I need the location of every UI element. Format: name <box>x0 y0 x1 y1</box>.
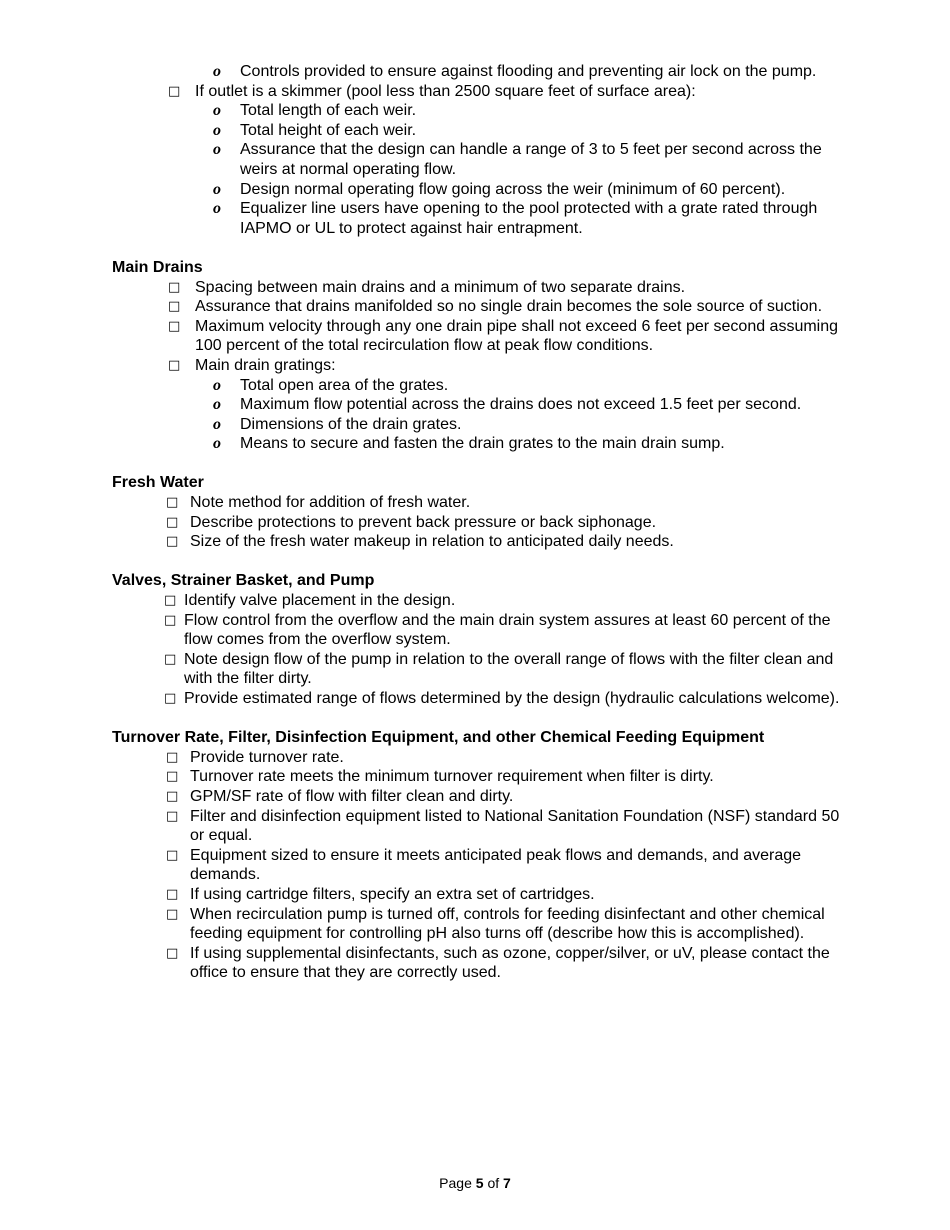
square-bullet-icon: □ <box>166 788 179 804</box>
square-bullet-icon: □ <box>164 612 177 628</box>
page-footer <box>0 1174 950 1194</box>
list-item: □ Flow control from the overflow and the main drain system assures at least 60 percent of the flow comes from the overflow system. <box>164 611 831 649</box>
of-word: of <box>487 1175 500 1191</box>
circle-bullet-icon: o <box>213 376 221 394</box>
circle-bullet-icon: o <box>213 396 221 414</box>
section-heading-valves: Valves, Strainer Basket, and Pump <box>112 572 375 590</box>
list-item: □ Equipment sized to ensure it meets anticipated peak flows and demands, and average demands. <box>166 846 802 884</box>
list-item: □ Note design flow of the pump in relation to the overall range of flows with the filter clean and with the filter dirty. <box>164 650 834 688</box>
square-bullet-icon: □ <box>164 593 177 609</box>
list-item: □ Describe protections to prevent back pressure or back siphonage. <box>166 513 657 531</box>
list-item: □ If outlet is a skimmer (pool less than 2500 square feet of surface area): <box>168 82 696 100</box>
square-bullet-icon: □ <box>166 906 179 922</box>
list-item: o Controls provided to ensure against flooding and preventing air lock on the pump. <box>213 63 817 80</box>
square-bullet-icon: □ <box>166 495 179 511</box>
page-word: Page <box>439 1175 472 1191</box>
list-item: o Total height of each weir. <box>213 121 417 139</box>
list-item: o Maximum flow potential across the drains does not exceed 1.5 feet per second. <box>213 396 802 414</box>
skimmer-pre-list <box>112 62 842 82</box>
list-item: □ When recirculation pump is turned off, controls for feeding disinfectant and other chemical feeding equipment for controlling pH also turns off (describe how this is accomplished). <box>166 905 825 943</box>
list-item: o Design normal operating flow going across the weir (minimum of 60 percent). <box>213 180 786 198</box>
list-item: □ Provide estimated range of flows determined by the design (hydraulic calculations welcome). <box>164 690 840 707</box>
circle-bullet-icon: o <box>213 102 221 120</box>
list-item: o Equalizer line users have opening to the pool protected with a grate rated through IAPMO or UL to protect against hair entrapment. <box>213 200 818 237</box>
square-bullet-icon: □ <box>166 534 179 550</box>
list-item: □ If using supplemental disinfectants, such as ozone, copper/silver, or uV, please contact the office to ensure that they are correctly used. <box>166 944 830 982</box>
square-bullet-icon: □ <box>166 769 179 785</box>
list-item: o Dimensions of the drain grates. <box>213 415 462 433</box>
square-bullet-icon: □ <box>168 357 181 373</box>
page-total: 7 <box>503 1175 511 1191</box>
square-bullet-icon: □ <box>168 299 181 315</box>
circle-bullet-icon: o <box>213 435 221 453</box>
square-bullet-icon: □ <box>166 514 179 530</box>
circle-bullet-icon: o <box>213 200 221 218</box>
section-heading-fresh-water: Fresh Water <box>112 474 204 492</box>
list-item: o Total open area of the grates. <box>213 376 449 394</box>
list-item: □ If using cartridge filters, specify an extra set of cartridges. <box>166 885 595 903</box>
square-bullet-icon: □ <box>166 808 179 824</box>
square-bullet-icon: □ <box>166 945 179 961</box>
list-item: □ GPM/SF rate of flow with filter clean and dirty. <box>166 787 514 805</box>
list-item: □ Identify valve placement in the design. <box>164 592 456 610</box>
square-bullet-icon: □ <box>168 83 181 99</box>
square-bullet-icon: □ <box>166 886 179 902</box>
section-heading-main-drains: Main Drains <box>112 258 203 276</box>
circle-bullet-icon: o <box>213 63 221 80</box>
square-bullet-icon: □ <box>166 749 179 765</box>
square-bullet-icon: □ <box>164 651 177 667</box>
list-item: □ Maximum velocity through any one drain pipe shall not exceed 6 feet per second assuming 100 percent of the total recirculation flow at peak flow conditions. <box>168 317 839 355</box>
list-item: □ Filter and disinfection equipment listed to National Sanitation Foundation (NSF) standard 50 or equal. <box>166 807 840 845</box>
list-item: □ Size of the fresh water makeup in relation to anticipated daily needs. <box>166 533 674 551</box>
circle-bullet-icon: o <box>213 415 221 433</box>
page-number: 5 <box>475 1175 484 1191</box>
square-bullet-icon: □ <box>166 847 179 863</box>
circle-bullet-icon: o <box>213 180 221 198</box>
list-item: □ Main drain gratings: <box>168 356 336 374</box>
square-bullet-icon: □ <box>168 318 181 334</box>
list-item: □ Spacing between main drains and a minimum of two separate drains. <box>168 278 686 296</box>
list-item: □ Assurance that drains manifolded so no single drain becomes the sole source of suction. <box>168 298 823 316</box>
document-page <box>112 62 842 983</box>
list-item: □ Note method for addition of fresh water. <box>166 494 471 512</box>
list-item: □ Turnover rate meets the minimum turnover requirement when filter is dirty. <box>166 768 714 786</box>
list-item: o Total length of each weir. <box>213 102 417 120</box>
list-item: o Means to secure and fasten the drain grates to the main drain sump. <box>213 435 725 453</box>
section-heading-turnover: Turnover Rate, Filter, Disinfection Equipment, and other Chemical Feeding Equipment <box>112 729 765 747</box>
circle-bullet-icon: o <box>213 121 221 139</box>
circle-bullet-icon: o <box>213 141 221 159</box>
list-item: □ Provide turnover rate. <box>166 748 344 766</box>
list-item: o Assurance that the design can handle a range of 3 to 5 feet per second across the weirs at normal operating flow. <box>213 141 822 178</box>
square-bullet-icon: □ <box>168 279 181 295</box>
square-bullet-icon: □ <box>164 691 177 706</box>
